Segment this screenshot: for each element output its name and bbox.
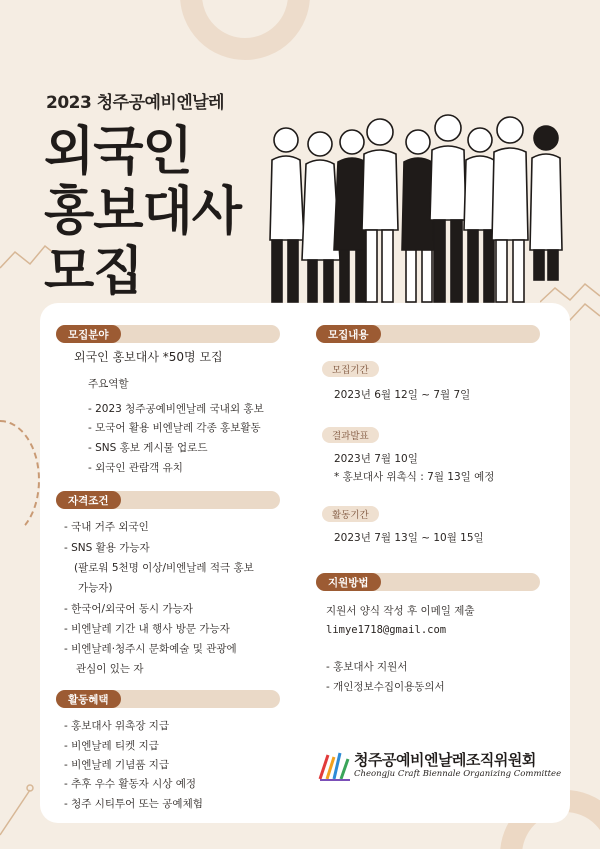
section-label: 모집분야 (56, 325, 121, 343)
qualification-item: (팔로워 5천명 이상/비엔날레 적극 홍보 (74, 562, 254, 574)
group-of-people-illustration (258, 100, 578, 306)
qualification-item: - SNS 활용 가능자 (64, 542, 150, 554)
activity-label: 활동기간 (322, 506, 379, 522)
section-header-qualifications (56, 491, 280, 509)
qualification-item: 가능자) (78, 582, 113, 594)
title-line-1: 외국인 (44, 122, 192, 182)
page-title (44, 122, 241, 302)
period-label: 모집기간 (322, 361, 379, 377)
qualification-item: - 비엔날레·청주시 문화예술 및 관광에 (64, 643, 237, 655)
section-header-benefits (56, 690, 280, 708)
role-item: - 모국어 활용 비엔날레 각종 홍보활동 (88, 422, 261, 434)
benefit-item: - 비엔날레 기념품 지급 (64, 759, 170, 771)
result-note: * 홍보대사 위촉식 : 7월 13일 예정 (334, 471, 495, 483)
biennale-logo-icon (318, 749, 352, 783)
organizer-logo (318, 745, 562, 789)
benefit-item: - 청주 시티투어 또는 공예체험 (64, 798, 203, 810)
organizer-name: 청주공예비엔날레조직위원회 (354, 751, 536, 769)
section-header-apply (316, 573, 540, 591)
section-header-recruit-details (316, 325, 540, 343)
event-subtitle: 2023 청주공예비엔날레 (46, 93, 225, 113)
roles-label: 주요역할 (88, 378, 129, 390)
result-value: 2023년 7월 10일 (334, 453, 418, 465)
benefit-item: - 비엔날레 티켓 지급 (64, 740, 159, 752)
qualification-item: - 한국어/외국어 동시 가능자 (64, 603, 193, 615)
section-label: 자격조건 (56, 491, 121, 509)
title-line-2: 홍보대사 (44, 182, 241, 242)
apply-instruction: 지원서 양식 작성 후 이메일 제출 (326, 605, 475, 617)
role-item: - SNS 홍보 게시물 업로드 (88, 442, 208, 454)
recruit-headline: 외국인 홍보대사 *50명 모집 (74, 350, 223, 364)
benefit-item: - 추후 우수 활동자 시상 예정 (64, 778, 197, 790)
decorative-dotted-arc (0, 420, 40, 540)
apply-email-link[interactable]: limye1718@gmail.com (326, 624, 447, 636)
section-label: 모집내용 (316, 325, 381, 343)
section-header-recruit-field (56, 325, 280, 343)
activity-value: 2023년 7월 13일 ~ 10월 15일 (334, 532, 484, 544)
apply-doc-item: - 홍보대사 지원서 (326, 661, 408, 673)
qualification-item: - 비엔날레 기간 내 행사 방문 가능자 (64, 623, 230, 635)
benefit-item: - 홍보대사 위촉장 지급 (64, 720, 170, 732)
period-value: 2023년 6월 12일 ~ 7월 7일 (334, 389, 471, 401)
section-label: 지원방법 (316, 573, 381, 591)
role-item: - 2023 청주공예비엔날레 국내외 홍보 (88, 403, 264, 415)
title-line-3: 모집 (44, 242, 143, 302)
section-label: 활동혜택 (56, 690, 121, 708)
decorative-ring (180, 0, 310, 60)
apply-doc-item: - 개인정보수집이용동의서 (326, 681, 445, 693)
result-label: 결과발표 (322, 427, 379, 443)
organizer-name-en: Cheongju Craft Biennale Organizing Committee (354, 769, 562, 779)
qualification-item: 관심이 있는 자 (76, 663, 144, 675)
role-item: - 외국인 관람객 유치 (88, 462, 183, 474)
qualification-item: - 국내 거주 외국인 (64, 521, 149, 533)
decorative-line (0, 780, 40, 840)
